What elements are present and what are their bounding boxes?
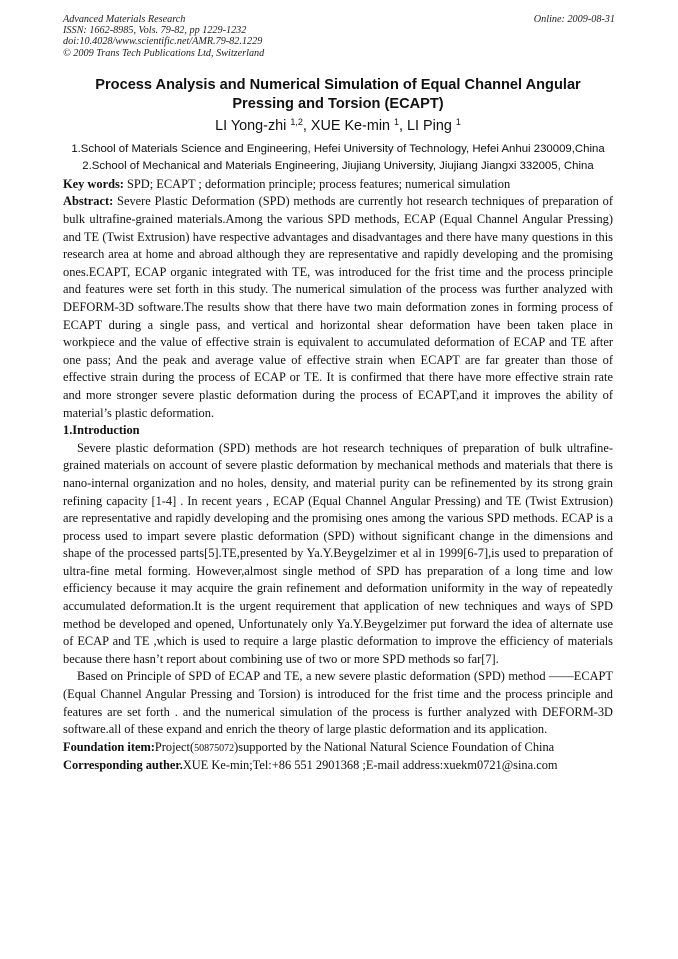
foundation-footnote: [63, 739, 613, 758]
journal-header: [63, 14, 613, 59]
author-list: [63, 117, 613, 136]
section-heading-introduction: 1.Introduction: [63, 423, 140, 438]
corresponding-text: XUE Ke-min;Tel:+86 551 2901368 ;E-mail address:xuekm0721@sina.com: [182, 758, 558, 773]
author-1-affiliation-marker: 1,2: [290, 116, 303, 127]
keywords-label: Key words:: [63, 176, 124, 191]
paper-title: Process Analysis and Numerical Simulation of Equal Channel Angular Pressing and Torsion (ECAPT): [95, 76, 581, 112]
issn-line: ISSN: 1662-8985, Vols. 79-82, pp 1229-1232: [63, 25, 247, 37]
foundation-label: Foundation item:: [63, 739, 155, 754]
corresponding-label: Corresponding auther.: [63, 758, 183, 773]
author-3-affiliation-marker: 1: [455, 116, 461, 127]
journal-name: Advanced Materials Research: [63, 14, 186, 25]
abstract-label: Abstract:: [63, 194, 114, 209]
corresponding-footnote: [63, 757, 613, 775]
author-1-name: LI Yong-zhi: [215, 117, 291, 134]
author-3-name: , LI Ping: [399, 117, 456, 134]
abstract: [63, 193, 613, 422]
copyright-line: © 2009 Trans Tech Publications Ltd, Switzerland: [63, 47, 265, 59]
project-number: 50875072: [194, 742, 235, 754]
doi-line: doi:10.4028/www.scientific.net/AMR.79-82.1229: [63, 36, 263, 48]
introduction-paragraph-2: Based on Principle of SPD of ECAP and TE, a new severe plastic deformation (SPD) method ——ECAPT (Equal Channel Angular Pressing and Torsion) is introduced for the frist time and the process principle and features are set forth . and the numerical simulation of the process is further analyzed with DEFORM-3D software.all of these expand and enrich the theory of large plastic deformation and its application.: [63, 669, 613, 737]
affiliation-1: 1.School of Materials Science and Engineering, Hefei University of Technology, Hefei Anhui 230009,China: [71, 142, 605, 155]
keywords: [63, 176, 613, 194]
affiliation-2: 2.School of Mechanical and Materials Engineering, Jiujiang University, Jiujiang Jiangxi 332005, China: [82, 160, 594, 173]
introduction-paragraph-1: Severe plastic deformation (SPD) methods are hot research techniques of preparation of bulk ultrafine-grained materials on account of severe plastic deformation by mechanical methods and materials that there is nano-internal organization and no holes, density, and material purity can be refinemented by its strong grain refining capacity [1-4] . In recent years , ECAP (Equal Channel Angular Pressing) and TE (Twist Extrusion) are representative and rapidly developing and the promising ones among the various SPD methods. ECAP is a process used to impart severe plastic deformation (SPD) without significant change in the dimensions and shape of the processed parts[5].TE,presented by Ya.Y.Beygelzimer et al in 1999[6-7],is used to preparation of ultra-fine metal forming. However,almost single method of SPD has preparation of a long time and low efficiency because it may acquire the grain refinement and deformation uniformity in the way of repeatedly accumulated deformation.It is the urgent requirement that application of new techniques and ways of SPD method be developed and opened, Unfortunately only Ya.Y.Beygelzimer put forward the idea of alternate use of ECAP and TE ,which is used to require a large plastic deformation to improve the efficiency of materials because there hasn’t report about combining use of two or more SPD methods so far[7].: [63, 440, 613, 666]
foundation-prefix: Project(: [154, 739, 195, 754]
foundation-text: )supported by the National Natural Science Foundation of China: [234, 739, 555, 754]
author-2-affiliation-marker: 1: [394, 116, 400, 127]
keywords-text: SPD; ECAPT ; deformation principle; process features; numerical simulation: [123, 176, 511, 191]
abstract-text: Severe Plastic Deformation (SPD) methods are currently hot research techniques of preparation of bulk ultrafine-grained materials.Among the various SPD methods, ECAP (Equal Channel Angular Pressing) and TE (Twist Extrusion) have respective advantages and disadvantages and there have many questions in this research area at home and abroad although they are representative and rapidly developing and the promising ones.ECAPT, ECAP organic integrated with TE, was introduced for the frist time and the process principle and features were set forth in this study. The numerical simulation of the process was further analyzed with DEFORM-3D software.The results show that there have two main deformation zones in forming process of ECAPT during a single pass, and vertical and horizontal shear deformation have been taken place in workpiece and the value of effective strain is equivalent to accumulated deformation of ECAP and TE after one pass; And the peak and average value of effective strain when ECAPT are far greater than those of effective strain during the process of ECAP or TE. It is confirmed that there have more effective strain rate and more stronger severe plastic deformation during the process of ECAPT,and it improves the ability of material’s plastic deformation.: [63, 194, 613, 420]
online-date: Online: 2009-08-31: [533, 14, 615, 25]
paper-page: [63, 14, 613, 775]
author-2-name: , XUE Ke-min: [302, 117, 395, 134]
